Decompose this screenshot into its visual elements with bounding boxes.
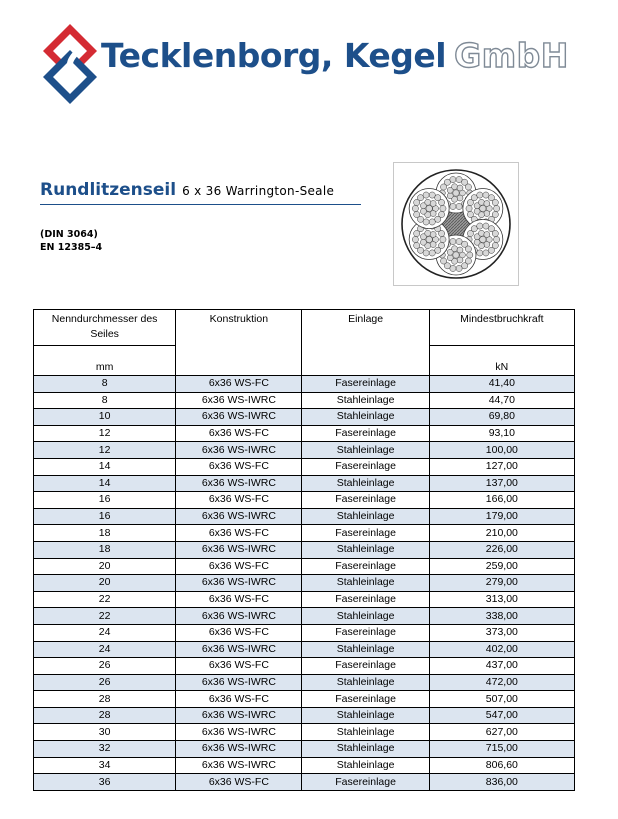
cell-core: Stahleinlage xyxy=(302,392,429,409)
standard-en: EN 12385–4 xyxy=(40,242,103,253)
cell-diameter: 28 xyxy=(34,691,176,708)
table-row xyxy=(34,741,575,758)
cell-construction: 6x36 WS-IWRC xyxy=(176,508,302,525)
cell-breaking-force: 100,00 xyxy=(429,442,574,459)
page-title xyxy=(40,180,334,200)
company-name-main: Tecklenborg, Kegel xyxy=(101,36,447,75)
table-row xyxy=(34,541,575,558)
cell-core: Fasereinlage xyxy=(302,376,429,393)
cell-breaking-force: 338,00 xyxy=(429,608,574,625)
cell-diameter: 20 xyxy=(34,558,176,575)
cell-construction: 6x36 WS-FC xyxy=(176,492,302,509)
cell-construction: 6x36 WS-FC xyxy=(176,624,302,641)
cell-breaking-force: 373,00 xyxy=(429,624,574,641)
cell-construction: 6x36 WS-IWRC xyxy=(176,674,302,691)
cell-core: Stahleinlage xyxy=(302,674,429,691)
table-row xyxy=(34,591,575,608)
cell-core: Stahleinlage xyxy=(302,409,429,426)
cell-construction: 6x36 WS-FC xyxy=(176,658,302,675)
cell-core: Stahleinlage xyxy=(302,608,429,625)
cell-construction: 6x36 WS-IWRC xyxy=(176,757,302,774)
cell-diameter: 24 xyxy=(34,641,176,658)
company-name-suffix: GmbH xyxy=(454,36,569,75)
cell-construction: 6x36 WS-FC xyxy=(176,558,302,575)
table-header-row xyxy=(34,310,575,346)
rope-cross-section-image xyxy=(393,162,519,286)
cell-breaking-force: 806,60 xyxy=(429,757,574,774)
cell-diameter: 20 xyxy=(34,575,176,592)
table-row xyxy=(34,691,575,708)
cell-construction: 6x36 WS-IWRC xyxy=(176,541,302,558)
cell-diameter: 34 xyxy=(34,757,176,774)
unit-breaking-force: kN xyxy=(429,346,574,376)
tk-diamond-logo xyxy=(40,23,100,105)
cell-diameter: 26 xyxy=(34,674,176,691)
cell-breaking-force: 313,00 xyxy=(429,591,574,608)
cell-diameter: 14 xyxy=(34,475,176,492)
header-core: Einlage xyxy=(302,310,429,376)
cell-construction: 6x36 WS-FC xyxy=(176,774,302,791)
cell-core: Fasereinlage xyxy=(302,425,429,442)
cell-core: Stahleinlage xyxy=(302,724,429,741)
cell-core: Stahleinlage xyxy=(302,641,429,658)
cell-construction: 6x36 WS-IWRC xyxy=(176,707,302,724)
cell-core: Fasereinlage xyxy=(302,591,429,608)
cell-breaking-force: 627,00 xyxy=(429,724,574,741)
cell-breaking-force: 402,00 xyxy=(429,641,574,658)
cell-diameter: 30 xyxy=(34,724,176,741)
cell-construction: 6x36 WS-IWRC xyxy=(176,741,302,758)
cell-diameter: 26 xyxy=(34,658,176,675)
cell-core: Stahleinlage xyxy=(302,541,429,558)
table-row xyxy=(34,575,575,592)
cell-core: Fasereinlage xyxy=(302,525,429,542)
cell-diameter: 32 xyxy=(34,741,176,758)
cell-breaking-force: 44,70 xyxy=(429,392,574,409)
cell-breaking-force: 41,40 xyxy=(429,376,574,393)
cell-core: Fasereinlage xyxy=(302,658,429,675)
cell-core: Fasereinlage xyxy=(302,492,429,509)
cell-diameter: 22 xyxy=(34,591,176,608)
cell-breaking-force: 93,10 xyxy=(429,425,574,442)
cell-construction: 6x36 WS-IWRC xyxy=(176,641,302,658)
cell-core: Fasereinlage xyxy=(302,458,429,475)
cell-construction: 6x36 WS-FC xyxy=(176,691,302,708)
cell-diameter: 16 xyxy=(34,508,176,525)
table-row xyxy=(34,724,575,741)
cell-breaking-force: 127,00 xyxy=(429,458,574,475)
cell-breaking-force: 279,00 xyxy=(429,575,574,592)
header-construction: Konstruktion xyxy=(176,310,302,376)
table-row xyxy=(34,458,575,475)
cell-core: Stahleinlage xyxy=(302,475,429,492)
cell-core: Fasereinlage xyxy=(302,691,429,708)
unit-diameter: mm xyxy=(34,346,176,376)
table-row xyxy=(34,558,575,575)
cell-construction: 6x36 WS-IWRC xyxy=(176,392,302,409)
cell-diameter: 16 xyxy=(34,492,176,509)
cell-construction: 6x36 WS-IWRC xyxy=(176,475,302,492)
cell-diameter: 10 xyxy=(34,409,176,426)
cell-diameter: 22 xyxy=(34,608,176,625)
cell-diameter: 18 xyxy=(34,525,176,542)
cell-core: Stahleinlage xyxy=(302,707,429,724)
cell-diameter: 18 xyxy=(34,541,176,558)
cell-diameter: 8 xyxy=(34,392,176,409)
cell-diameter: 14 xyxy=(34,458,176,475)
cell-core: Stahleinlage xyxy=(302,508,429,525)
table-row xyxy=(34,409,575,426)
table-row xyxy=(34,608,575,625)
cell-breaking-force: 226,00 xyxy=(429,541,574,558)
cell-core: Stahleinlage xyxy=(302,757,429,774)
table-row xyxy=(34,492,575,509)
cell-core: Stahleinlage xyxy=(302,741,429,758)
cell-construction: 6x36 WS-IWRC xyxy=(176,575,302,592)
table-row xyxy=(34,641,575,658)
cell-construction: 6x36 WS-IWRC xyxy=(176,724,302,741)
table-row xyxy=(34,624,575,641)
cell-breaking-force: 472,00 xyxy=(429,674,574,691)
title-sub: 6 x 36 Warrington-Seale xyxy=(182,184,335,198)
spec-table xyxy=(33,309,575,791)
company-name xyxy=(101,36,569,75)
cell-construction: 6x36 WS-FC xyxy=(176,591,302,608)
table-row xyxy=(34,757,575,774)
header-diameter: Nenndurchmesser des Seiles xyxy=(34,310,176,346)
table-row xyxy=(34,392,575,409)
cell-diameter: 36 xyxy=(34,774,176,791)
table-row xyxy=(34,774,575,791)
cell-breaking-force: 179,00 xyxy=(429,508,574,525)
cell-breaking-force: 547,00 xyxy=(429,707,574,724)
cell-construction: 6x36 WS-IWRC xyxy=(176,442,302,459)
table-row xyxy=(34,475,575,492)
cell-diameter: 24 xyxy=(34,624,176,641)
table-row xyxy=(34,376,575,393)
cell-construction: 6x36 WS-FC xyxy=(176,376,302,393)
title-main: Rundlitzenseil xyxy=(40,180,177,200)
table-row xyxy=(34,508,575,525)
cell-breaking-force: 259,00 xyxy=(429,558,574,575)
table-row xyxy=(34,425,575,442)
cell-breaking-force: 507,00 xyxy=(429,691,574,708)
cell-breaking-force: 715,00 xyxy=(429,741,574,758)
cell-core: Fasereinlage xyxy=(302,624,429,641)
cell-construction: 6x36 WS-IWRC xyxy=(176,608,302,625)
cell-construction: 6x36 WS-FC xyxy=(176,458,302,475)
cell-core: Stahleinlage xyxy=(302,442,429,459)
cell-breaking-force: 210,00 xyxy=(429,525,574,542)
cell-diameter: 12 xyxy=(34,442,176,459)
standard-din: (DIN 3064) xyxy=(40,229,98,240)
cell-core: Fasereinlage xyxy=(302,774,429,791)
cell-breaking-force: 166,00 xyxy=(429,492,574,509)
cell-core: Fasereinlage xyxy=(302,558,429,575)
table-row xyxy=(34,674,575,691)
cell-breaking-force: 437,00 xyxy=(429,658,574,675)
cell-construction: 6x36 WS-FC xyxy=(176,425,302,442)
header-breaking-force: Mindestbruchkraft xyxy=(429,310,574,346)
title-divider xyxy=(40,204,361,205)
cell-diameter: 12 xyxy=(34,425,176,442)
table-row xyxy=(34,658,575,675)
table-row xyxy=(34,442,575,459)
cell-construction: 6x36 WS-FC xyxy=(176,525,302,542)
cell-core: Stahleinlage xyxy=(302,575,429,592)
cell-breaking-force: 69,80 xyxy=(429,409,574,426)
cell-diameter: 28 xyxy=(34,707,176,724)
cell-diameter: 8 xyxy=(34,376,176,393)
table-row xyxy=(34,525,575,542)
table-row xyxy=(34,707,575,724)
cell-breaking-force: 836,00 xyxy=(429,774,574,791)
cell-breaking-force: 137,00 xyxy=(429,475,574,492)
cell-construction: 6x36 WS-IWRC xyxy=(176,409,302,426)
